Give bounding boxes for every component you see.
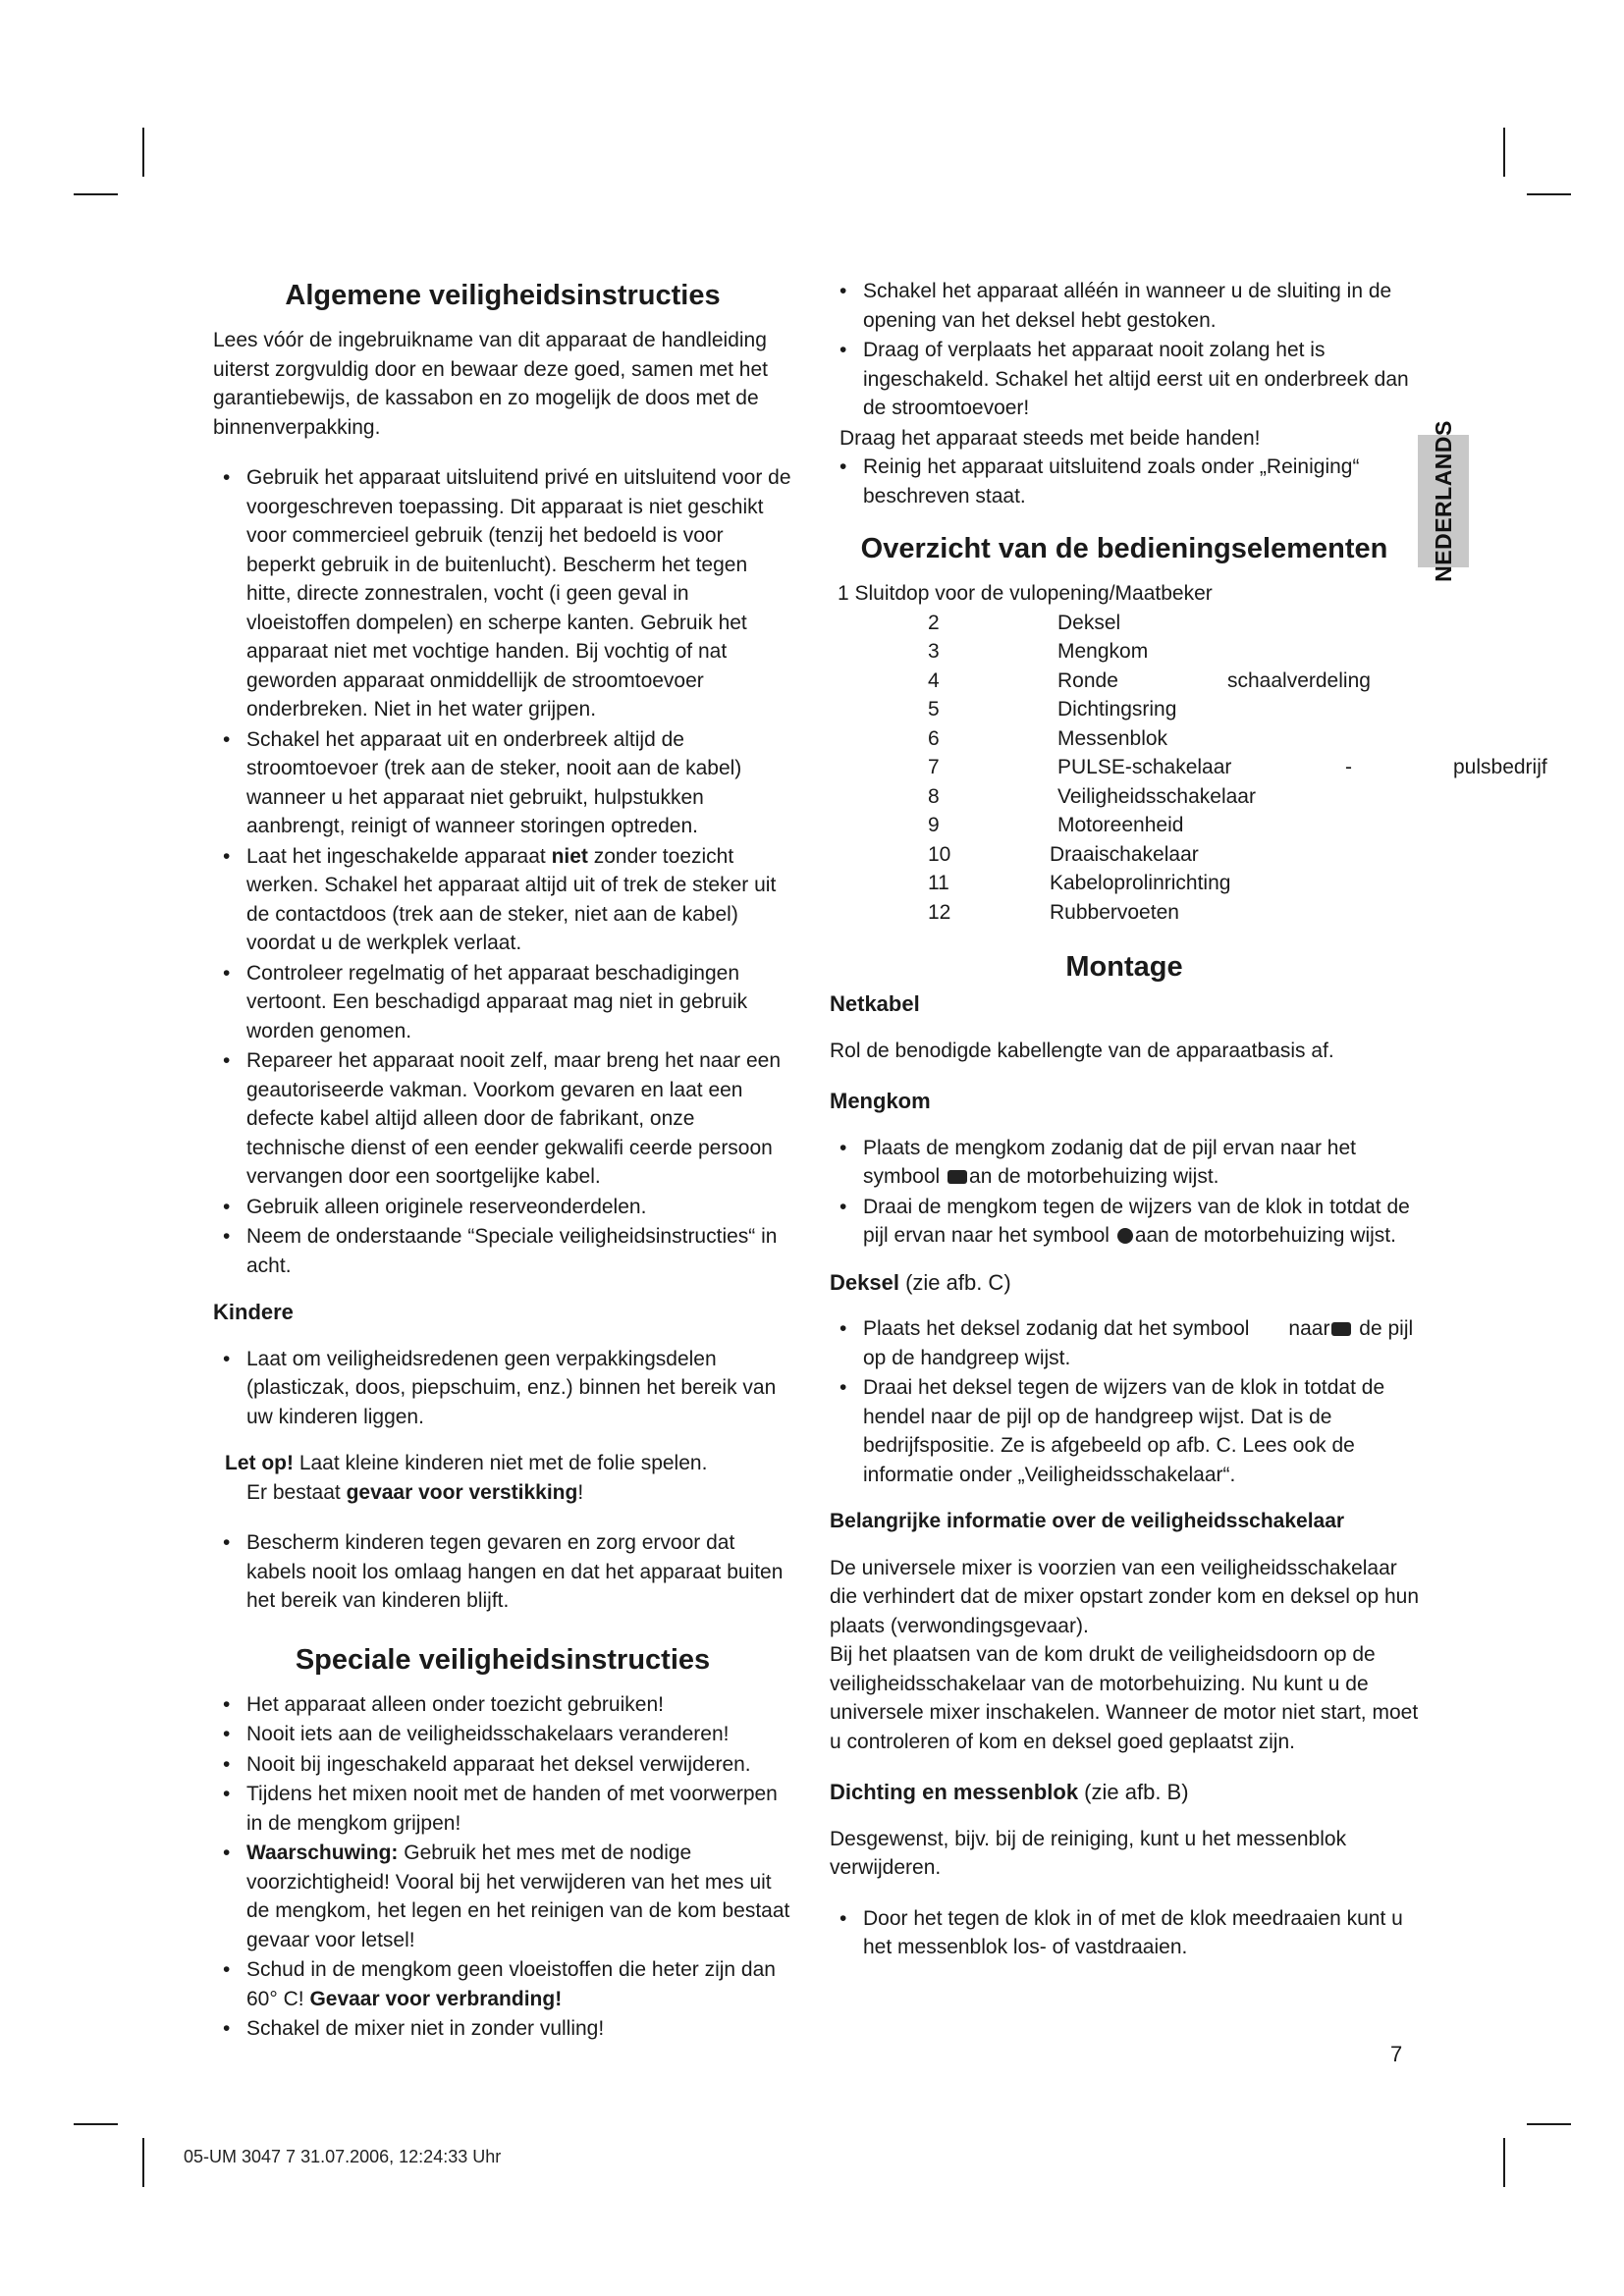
overview-item-number: 4	[928, 668, 940, 692]
safety-switch-text: De universele mixer is voorzien van een veiligheidsschakelaar die verhindert dat de mixer opstart zonder kom en deksel op hun plaats (verwondingsgevaar). Bij het plaatsen van de kom drukt de veiligheidsdoorn op de veiligheidsschakelaar van de motorbehuizing. Nu kunt u de universele mixer inschakelen. Wanneer de motor niet start, moet u controleren of kom en deksel goed geplaatst zijn.	[830, 1556, 1420, 1753]
deksel-heading: Deksel (zie afb. C)	[830, 1269, 1011, 1295]
list-item: • Bescherm kinderen tegen gevaren en zorg ervoor dat kabels nooit los omlaag hangen en dat het apparaat buiten het bereik van kinderen blijft.	[213, 1528, 792, 1616]
unlock-symbol-icon	[947, 1170, 967, 1184]
list-item: • Waarschuwing: Gebruik het mes met de nodige voorzichtigheid! Vooral bij het verwijderen van het mes uit de mengkom, het legen en het reinigen van de kom bestaat gevaar voor letsel!	[213, 1839, 792, 1954]
list-item: • Laat het ingeschakelde apparaat niet zonder toezicht werken. Schakel het apparaat altijd uit of trek de steker uit de contactdoos (trek aan de steker, niet aan de kabel) voordat u de werkplek verlaat.	[213, 842, 792, 958]
list-item: • Gebruik alleen originele reserveonderdelen.	[213, 1193, 792, 1222]
special-safety-title: Speciale veiligheidsinstructies	[295, 1643, 711, 1676]
overview-item-number: 7	[928, 756, 940, 778]
mengkom-heading: Mengkom	[830, 1089, 931, 1113]
list-item: • Gebruik het apparaat uitsluitend privé en uitsluitend voor de voorgeschreven toepassing. Dit apparaat is niet geschikt voor commercieel gebruik (tenzij het bedoeld is voor beperkt gebruik in de buitenlucht). Bescherm het tegen hitte, directe zonnestralen, vocht (i geen geval in vloeistoffen dompelen) en scherpe kanten. Gebruik het apparaat niet met vochtige handen. Bij vochtig of nat geworden apparaat onmiddellijk de stroomtoevoer onderbreken. Niet in het water grijpen.	[213, 463, 792, 724]
intro-paragraph: Lees vóór de ingebruikname van dit apparaat de handleiding uiterst zorgvuldig door en bewaar deze goed, samen met het garantiebewijs, de kassabon en zo mogelijk de doos met de binnenverpakking.	[213, 329, 769, 439]
crop-mark	[74, 193, 118, 195]
overview-item-number: 6	[928, 726, 940, 750]
overview-item: 1 Sluitdop voor de vulopening/Maatbeker	[838, 582, 1213, 605]
overview-item-dash: -	[1345, 756, 1352, 778]
list-item: • Neem de onderstaande “Speciale veiligheidsinstructies“ in acht.	[213, 1222, 792, 1280]
list-item: • Het apparaat alleen onder toezicht gebruiken!	[213, 1690, 792, 1720]
overview-item-label: Mengkom	[1057, 640, 1149, 663]
clean-list	[830, 453, 1419, 510]
list-item: • Nooit bij ingeschakeld apparaat het deksel verwijderen.	[213, 1750, 792, 1780]
left-column	[213, 277, 792, 2061]
overview-item	[830, 753, 1547, 782]
list-item: • Reinig het apparaat uitsluitend zoals onder „Reiniging“ beschreven staat.	[830, 453, 1419, 510]
print-footer: 05-UM 3047 7 31.07.2006, 12:24:33 Uhr	[184, 2147, 502, 2166]
language-side-tab: NEDERLANDS	[1418, 435, 1469, 567]
overview-item-number: 11	[928, 872, 949, 894]
seal-text: Desgewenst, bijv. bij de reiniging, kunt u het messenblok verwijderen.	[830, 1827, 1347, 1879]
overview-item-number: 3	[928, 640, 940, 663]
list-item: • Tijdens het mixen nooit met de handen of met voorwerpen in de mengkom grijpen!	[213, 1780, 792, 1838]
overview-item-label: Dichtingsring	[1057, 698, 1177, 721]
overview-item-extra: pulsbedrijf	[1453, 756, 1547, 778]
list-item: • Controleer regelmatig of het apparaat beschadigingen vertoont. Een beschadigd apparaat mag niet in gebruik worden genomen.	[213, 959, 792, 1046]
crop-mark	[74, 2123, 118, 2125]
crop-mark	[142, 2138, 144, 2187]
list-item: • Nooit iets aan de veiligheidsschakelaars veranderen!	[213, 1720, 792, 1749]
general-safety-list	[213, 463, 792, 1280]
list-item: • Door het tegen de klok in of met de klok meedraaien kunt u het messenblok los- of vastdraaien.	[830, 1904, 1419, 1962]
overview-item-extra: schaalverdeling	[1227, 668, 1371, 692]
special-safety-list	[213, 1690, 792, 2044]
kids-heading: Kindere	[213, 1300, 294, 1324]
montage-title: Montage	[1065, 951, 1183, 983]
deksel-list	[830, 1314, 1419, 1489]
overview-item-number: 8	[928, 784, 940, 808]
seal-list	[830, 1904, 1419, 1962]
list-item: • Repareer het apparaat nooit zelf, maar breng het naar een geautoriseerde vakman. Voorkom gevaren en laat een defecte kabel altijd alleen door de fabrikant, onze technische dienst of een eender gekwalifi ceerde persoon vervangen door een soortgelijke kabel.	[213, 1046, 792, 1192]
crop-mark	[1527, 2123, 1571, 2125]
overview-item	[830, 695, 1419, 724]
continued-safety-list	[830, 277, 1419, 423]
overview-item-label: Messenblok	[1057, 726, 1168, 750]
overview-item-number: 2	[928, 611, 940, 634]
netkabel-heading: Netkabel	[830, 991, 920, 1016]
overview-item	[830, 898, 1419, 928]
list-item: • Draai de mengkom tegen de wijzers van de klok in totdat de pijl ervan naar het symbool aan de motorbehuizing wijst.	[830, 1193, 1419, 1251]
overview-item	[830, 609, 1419, 638]
overview-item-label: Kabeloprolinrichting	[1050, 872, 1231, 894]
safety-switch-heading: Belangrijke informatie over de veiligheidsschakelaar	[830, 1510, 1345, 1532]
overview-item-number: 10	[928, 842, 951, 866]
overview-item	[830, 840, 1419, 870]
overview-item	[830, 667, 1419, 696]
crop-mark	[142, 128, 144, 177]
overview-item-label: Veiligheidsschakelaar	[1057, 784, 1256, 808]
seal-heading: Dichting en messenblok (zie afb. B)	[830, 1780, 1189, 1804]
list-item: • Plaats de mengkom zodanig dat de pijl ervan naar het symbool an de motorbehuizing wijst.	[830, 1134, 1419, 1192]
list-item: • Schakel het apparaat uit en onderbreek altijd de stroomtoevoer (trek aan de steker, nooit aan de kabel) wanneer u het apparaat niet gebruikt, hulpstukken aanbrengt, reinigt of wanneer storingen optreden.	[213, 725, 792, 841]
netkabel-text: Rol de benodigde kabellengte van de apparaatbasis af.	[830, 1039, 1334, 1062]
overview-item	[830, 637, 1419, 667]
carry-note: Draag het apparaat steeds met beide handen!	[839, 426, 1261, 450]
overview-item-label: Ronde	[1057, 668, 1118, 692]
crop-mark	[1503, 128, 1505, 177]
kids-list	[213, 1345, 792, 1432]
overview-item-number: 9	[928, 814, 940, 836]
lock-symbol-icon	[1117, 1228, 1133, 1244]
overview-item-number: 5	[928, 698, 940, 721]
list-item: • Schakel het apparaat alléén in wanneer u de sluiting in de opening van het deksel hebt gestoken.	[830, 277, 1419, 335]
page-number: 7	[1390, 2042, 1403, 2066]
overview-item-label: Draaischakelaar	[1050, 842, 1199, 866]
overview-title: Overzicht van de bedieningselementen	[860, 533, 1388, 564]
lock-symbol-icon	[1331, 1322, 1351, 1336]
overview-item-label: Motoreenheid	[1057, 814, 1184, 836]
list-item: • Laat om veiligheidsredenen geen verpakkingsdelen (plasticzak, doos, piepschuim, enz.) binnen het bereik van uw kinderen liggen.	[213, 1345, 792, 1432]
kids-list-2	[213, 1528, 792, 1616]
overview-item-label: Rubbervoeten	[1050, 900, 1179, 924]
overview-list	[830, 579, 1547, 927]
mengkom-list	[830, 1134, 1419, 1251]
list-item: • Draai het deksel tegen de wijzers van de klok in totdat de hendel naar de pijl op de handgreep wijst. Dat is de bedrijfspositie. Ze is afgebeeld op afb. C. Lees ook de informatie onder „Veiligheidsschakelaar“.	[830, 1373, 1419, 1489]
list-item: • Draag of verplaats het apparaat nooit zolang het is ingeschakeld. Schakel het altijd eerst uit en onderbreek dan de stroomtoevoer!	[830, 336, 1419, 423]
list-item: • Schakel de mixer niet in zonder vulling!	[213, 2014, 792, 2044]
overview-item	[830, 782, 1419, 812]
general-safety-title: Algemene veiligheidsinstructies	[285, 280, 721, 311]
overview-item	[830, 869, 1419, 898]
overview-item	[830, 811, 1419, 840]
list-item: • Plaats het deksel zodanig dat het symbool naar de pijl op de handgreep wijst.	[830, 1314, 1419, 1372]
list-item: • Schud in de mengkom geen vloeistoffen die heter zijn dan 60° C! Gevaar voor verbranding!	[213, 1955, 792, 2013]
overview-item-label: Deksel	[1057, 611, 1121, 634]
warning-note: Let op! Laat kleine kinderen niet met de folie spelen. Er bestaat gevaar voor verstikking!	[225, 1452, 708, 1504]
overview-item	[830, 724, 1419, 754]
crop-mark	[1527, 193, 1571, 195]
overview-item-label: PULSE-schakelaar	[1057, 756, 1232, 778]
overview-item-number: 12	[928, 900, 951, 924]
crop-mark	[1503, 2138, 1505, 2187]
